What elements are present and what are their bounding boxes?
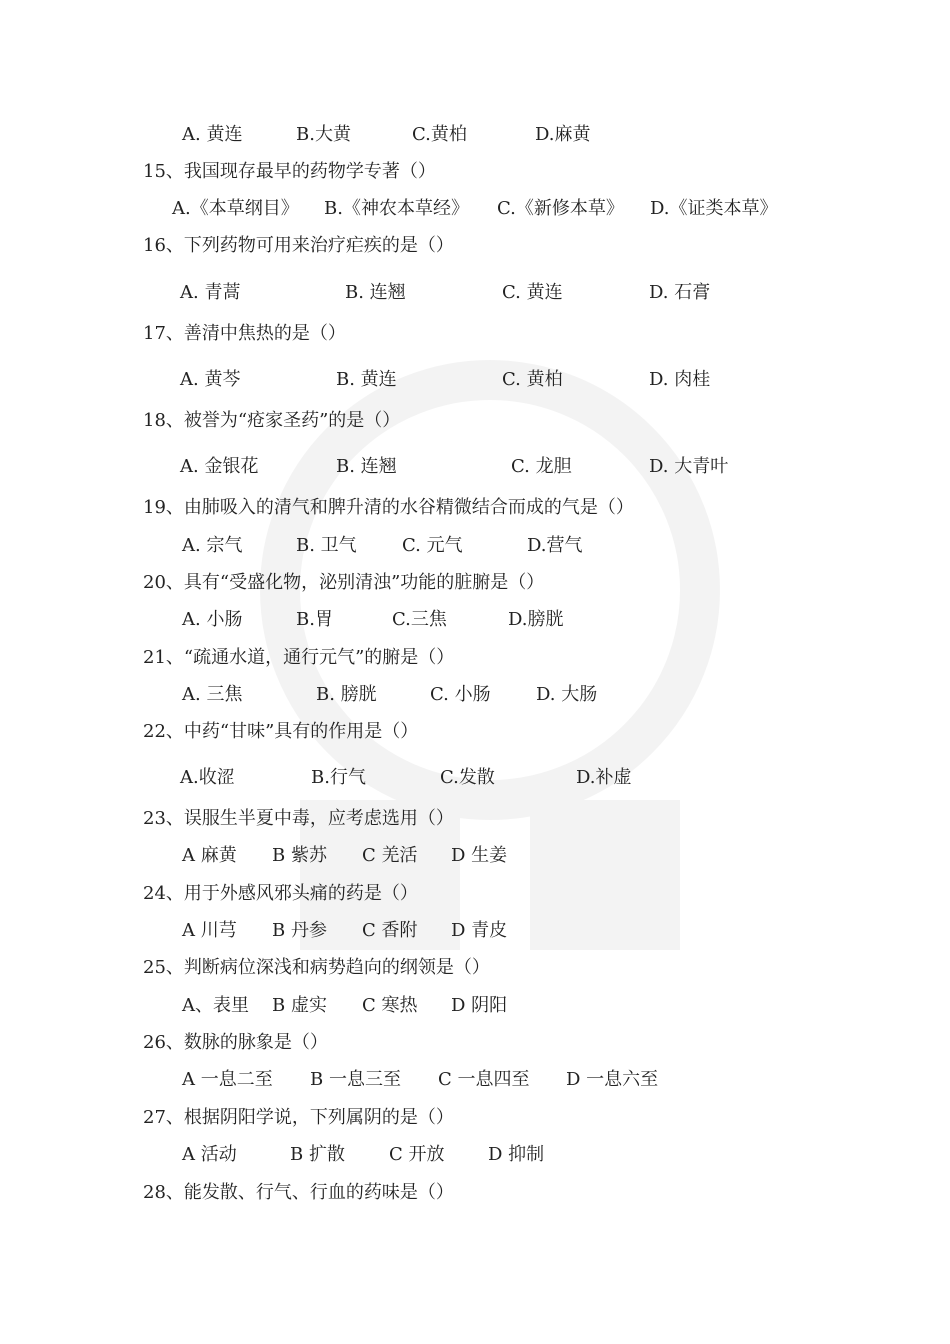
- option-a: A. 黄芩: [180, 369, 241, 390]
- option-d: D. 大肠: [536, 684, 598, 705]
- question-20: 20、具有“受盛化物，泌别清浊”功能的脏腑是（）: [143, 572, 545, 593]
- option-d: D 生姜: [451, 845, 508, 866]
- option-b: B 一息三至: [310, 1069, 401, 1090]
- option-a: A. 宗气: [182, 535, 243, 556]
- option-a: A. 黄连: [182, 124, 243, 145]
- question-21: 21、“疏通水道，通行元气”的腑是（）: [143, 647, 455, 668]
- option-d: D. 大青叶: [649, 456, 729, 477]
- option-c: C. 龙胆: [511, 456, 572, 477]
- question-16: 16、下列药物可用来治疗疟疾的是（）: [143, 235, 454, 256]
- option-c: C.三焦: [392, 609, 447, 630]
- option-b: B.行气: [311, 767, 366, 788]
- option-a: A.《本草纲目》: [172, 198, 299, 219]
- option-b: B 虚实: [272, 995, 327, 1016]
- option-a: A、表里: [182, 995, 249, 1016]
- option-b: B.大黄: [296, 124, 351, 145]
- option-a: A. 青蒿: [180, 282, 241, 303]
- option-b: B. 黄连: [336, 369, 397, 390]
- option-b: B 紫苏: [272, 845, 327, 866]
- option-b: B 丹参: [272, 920, 327, 941]
- question-23: 23、误服生半夏中毒，应考虑选用（）: [143, 808, 454, 829]
- option-c: C 一息四至: [438, 1069, 530, 1090]
- option-b: B. 膀胱: [316, 684, 377, 705]
- option-a: A. 金银花: [180, 456, 259, 477]
- option-a: A 一息二至: [182, 1069, 273, 1090]
- option-a: A 川芎: [182, 920, 237, 941]
- option-a: A. 小肠: [182, 609, 243, 630]
- option-a: A. 三焦: [182, 684, 243, 705]
- option-a: A 活动: [182, 1144, 237, 1165]
- option-c: C. 小肠: [430, 684, 491, 705]
- option-b: B. 连翘: [345, 282, 406, 303]
- option-d: D.营气: [527, 535, 583, 556]
- option-b: B. 连翘: [336, 456, 397, 477]
- option-d: D.膀胱: [508, 609, 564, 630]
- question-28: 28、能发散、行气、行血的药味是（）: [143, 1182, 454, 1203]
- option-b: B.胃: [296, 609, 333, 630]
- option-c: C. 黄柏: [502, 369, 563, 390]
- question-17: 17、善清中焦热的是（）: [143, 323, 346, 344]
- option-d: D 一息六至: [566, 1069, 659, 1090]
- option-b: B 扩散: [290, 1144, 345, 1165]
- question-26: 26、数脉的脉象是（）: [143, 1032, 328, 1053]
- option-b: B. 卫气: [296, 535, 357, 556]
- option-c: C 寒热: [362, 995, 418, 1016]
- option-c: C. 元气: [402, 535, 463, 556]
- question-19: 19、由肺吸入的清气和脾升清的水谷精微结合而成的气是（）: [143, 497, 634, 518]
- option-a: A 麻黄: [182, 845, 237, 866]
- option-d: D.《证类本草》: [650, 198, 778, 219]
- option-c: C 香附: [362, 920, 418, 941]
- option-b: B.《神农本草经》: [324, 198, 469, 219]
- option-d: D.麻黄: [535, 124, 591, 145]
- question-27: 27、根据阴阳学说，下列属阴的是（）: [143, 1107, 454, 1128]
- question-22: 22、中药“甘味”具有的作用是（）: [143, 721, 419, 742]
- option-d: D 抑制: [488, 1144, 545, 1165]
- question-15: 15、我国现存最早的药物学专著（）: [143, 161, 436, 182]
- option-c: C.发散: [440, 767, 495, 788]
- option-d: D.补虚: [576, 767, 632, 788]
- option-d: D. 石膏: [649, 282, 711, 303]
- option-c: C.《新修本草》: [497, 198, 624, 219]
- option-c: C 开放: [389, 1144, 445, 1165]
- question-25: 25、判断病位深浅和病势趋向的纲领是（）: [143, 957, 490, 978]
- option-c: C.黄柏: [412, 124, 467, 145]
- option-d: D 阴阳: [451, 995, 508, 1016]
- question-24: 24、用于外感风邪头痛的药是（）: [143, 883, 418, 904]
- option-d: D 青皮: [451, 920, 508, 941]
- option-d: D. 肉桂: [649, 369, 711, 390]
- question-18: 18、被誉为“疮家圣药”的是（）: [143, 410, 401, 431]
- option-c: C 羌活: [362, 845, 418, 866]
- option-a: A.收涩: [180, 767, 235, 788]
- option-c: C. 黄连: [502, 282, 563, 303]
